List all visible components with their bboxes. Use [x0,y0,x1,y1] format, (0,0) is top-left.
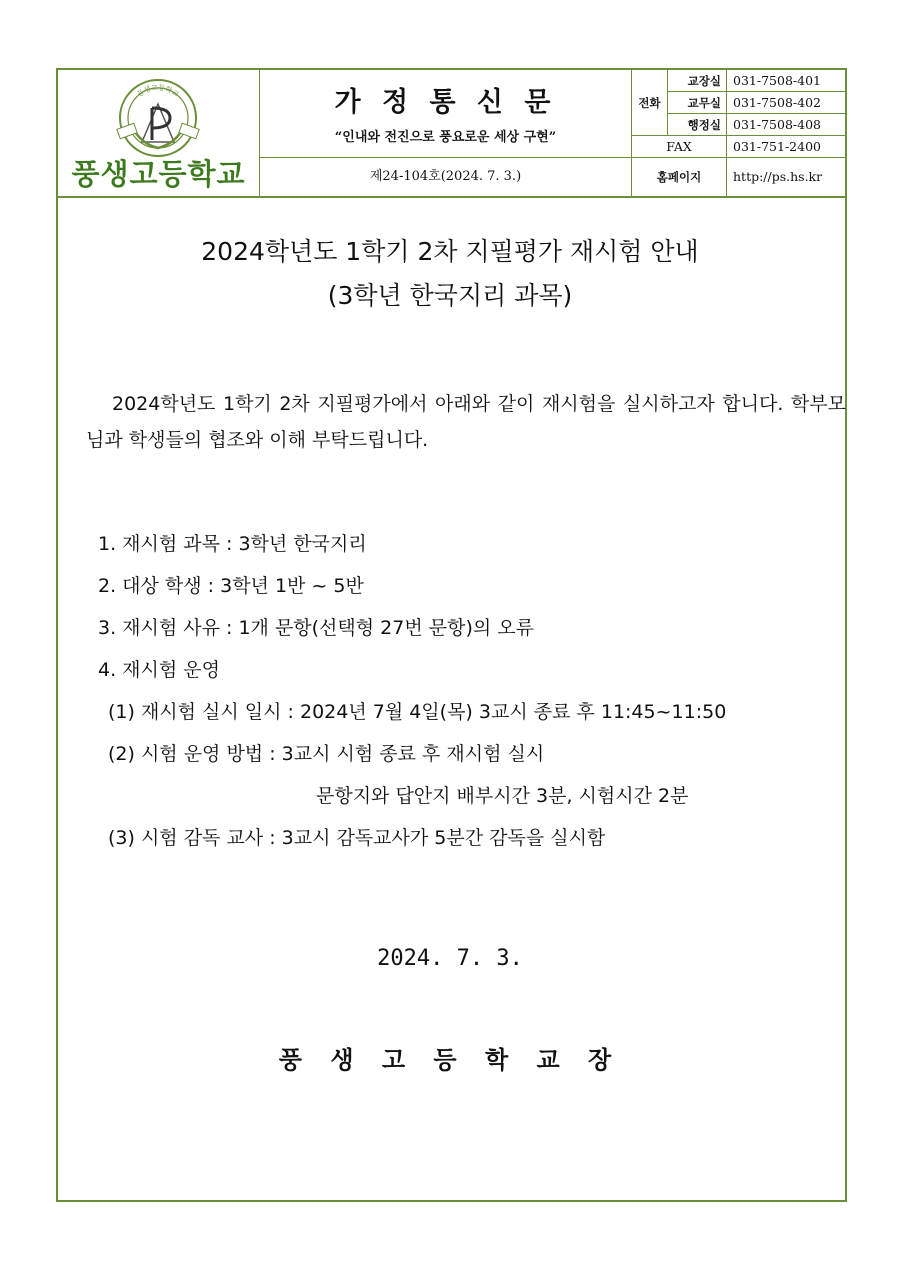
contact-table [632,70,845,196]
principal-signature: 풍 생 고 등 학 교 장 [278,1046,622,1074]
room-label: 행정실 [668,114,727,136]
notice-item: 3. 재시험 사유 : 1개 문항(선택형 27번 문항)의 오류 [98,617,534,639]
notice-title-line: 2024학년도 1학기 2차 지필평가 재시험 안내 [201,237,699,266]
school-emblem-icon [112,74,204,160]
homepage-link[interactable]: http://ps.hs.kr [733,169,823,184]
school-name: 풍생고등학교 [71,157,246,191]
notice-item: 1. 재시험 과목 : 3학년 한국지리 [98,533,367,555]
notice-body [86,386,846,458]
phone-label: 전화 [632,70,668,136]
issue-number: 제24-104호(2024. 7. 3.) [260,158,632,196]
fax-number: 031-751-2400 [727,136,845,158]
letterhead [58,70,845,198]
room-label: 교장실 [668,70,727,92]
fax-label: FAX [632,136,727,158]
notice-sub-item: (3) 시험 감독 교사 : 3교시 감독교사가 5분간 감독을 실시함 [108,827,606,849]
notice-subtitle-line: (3학년 한국지리 과목) [327,281,573,310]
room-phone-number: 031-7508-408 [727,114,845,136]
notice-item: 4. 재시험 운영 [98,659,220,681]
school-motto: “인내와 전진으로 풍요로운 세상 구현” [334,130,557,145]
notice-sub-item-continued: 문항지와 답안지 배부시간 3분, 시험시간 2분 [316,785,689,807]
notice-sub-item: (2) 시험 운영 방법 : 3교시 시험 종료 후 재시험 실시 [108,743,545,765]
notice-sub-item: (1) 재시험 실시 일시 : 2024년 7월 4일(목) 3교시 종료 후 11:45~11:50 [108,701,727,723]
notice-body-text: 2024학년도 1학기 2차 지필평가에서 아래와 같이 재시험을 실시하고자 합니다. 학부모님과 학생들의 협조와 이해 부탁드립니다. [86,393,846,451]
room-phone-number: 031-7508-402 [727,92,845,114]
issue-date: 2024. 7. 3. [377,946,523,971]
homepage-label: 홈페이지 [632,158,727,196]
title-cell [260,70,632,158]
notice-item: 2. 대상 학생 : 3학년 1반 ~ 5반 [98,575,364,597]
school-logo-cell [58,70,260,196]
emblem-arc-text: 풍생고등학교 [135,83,181,99]
document-title: 가 정 통 신 문 [334,87,557,118]
notice-title [0,230,900,318]
room-label: 교무실 [668,92,727,114]
room-phone-number: 031-7508-401 [727,70,845,92]
svg-text:풍생고등학교 [135,84,180,99]
